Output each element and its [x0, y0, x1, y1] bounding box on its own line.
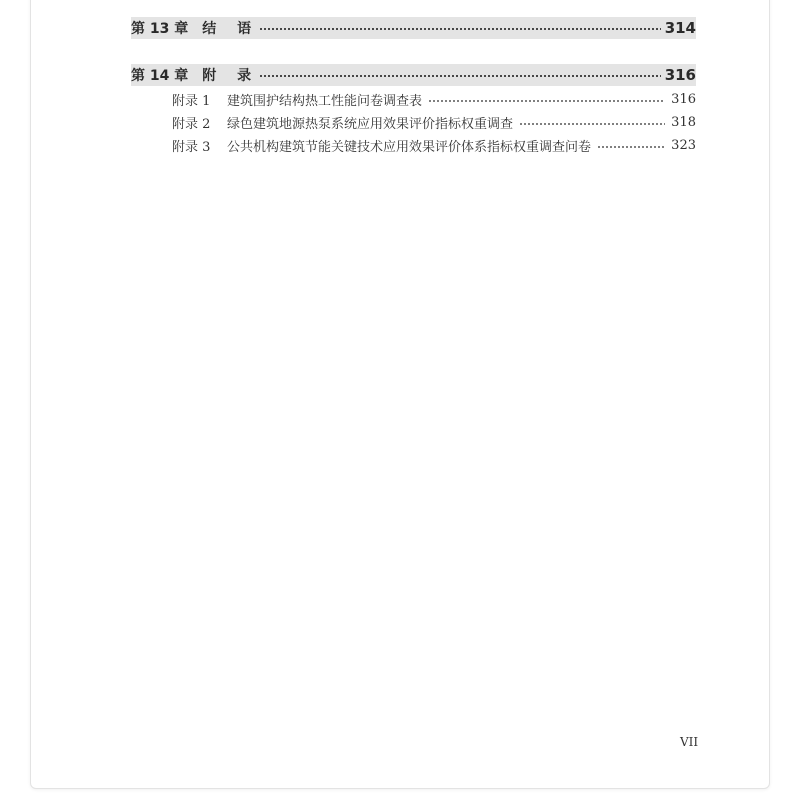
- chapter-number: 第 13 章: [131, 21, 189, 37]
- toc-chapter-14[interactable]: [131, 64, 696, 86]
- page-number: VII: [680, 735, 699, 749]
- toc-entry-appendix-1[interactable]: [172, 89, 696, 109]
- appendix-page-number: 318: [671, 114, 696, 130]
- toc-entry-appendix-2[interactable]: [172, 112, 696, 132]
- chapter-page-number: 314: [664, 19, 696, 37]
- appendix-page-number: 323: [671, 137, 696, 153]
- appendix-title: 绿色建筑地源热泵系统应用效果评价指标权重调查: [227, 116, 514, 132]
- chapter-title: 结 语: [202, 21, 260, 37]
- dot-leader: [259, 28, 661, 30]
- chapter-number: 第 14 章: [131, 68, 189, 84]
- toc-entry-appendix-3[interactable]: [172, 135, 696, 155]
- appendix-label: 附录 2: [172, 116, 211, 132]
- appendix-label: 附录 1: [172, 93, 211, 109]
- appendix-title: 建筑围护结构热工性能问卷调查表: [227, 93, 423, 109]
- dot-leader: [597, 146, 665, 148]
- appendix-label: 附录 3: [172, 139, 211, 155]
- dot-leader: [259, 75, 661, 77]
- toc-chapter-13[interactable]: [131, 17, 696, 39]
- appendix-title: 公共机构建筑节能关键技术应用效果评价体系指标权重调查问卷: [227, 139, 592, 155]
- dot-leader: [519, 123, 665, 125]
- chapter-title: 附 录: [202, 68, 260, 84]
- appendix-page-number: 316: [671, 91, 696, 107]
- dot-leader: [428, 100, 665, 102]
- chapter-page-number: 316: [664, 66, 696, 84]
